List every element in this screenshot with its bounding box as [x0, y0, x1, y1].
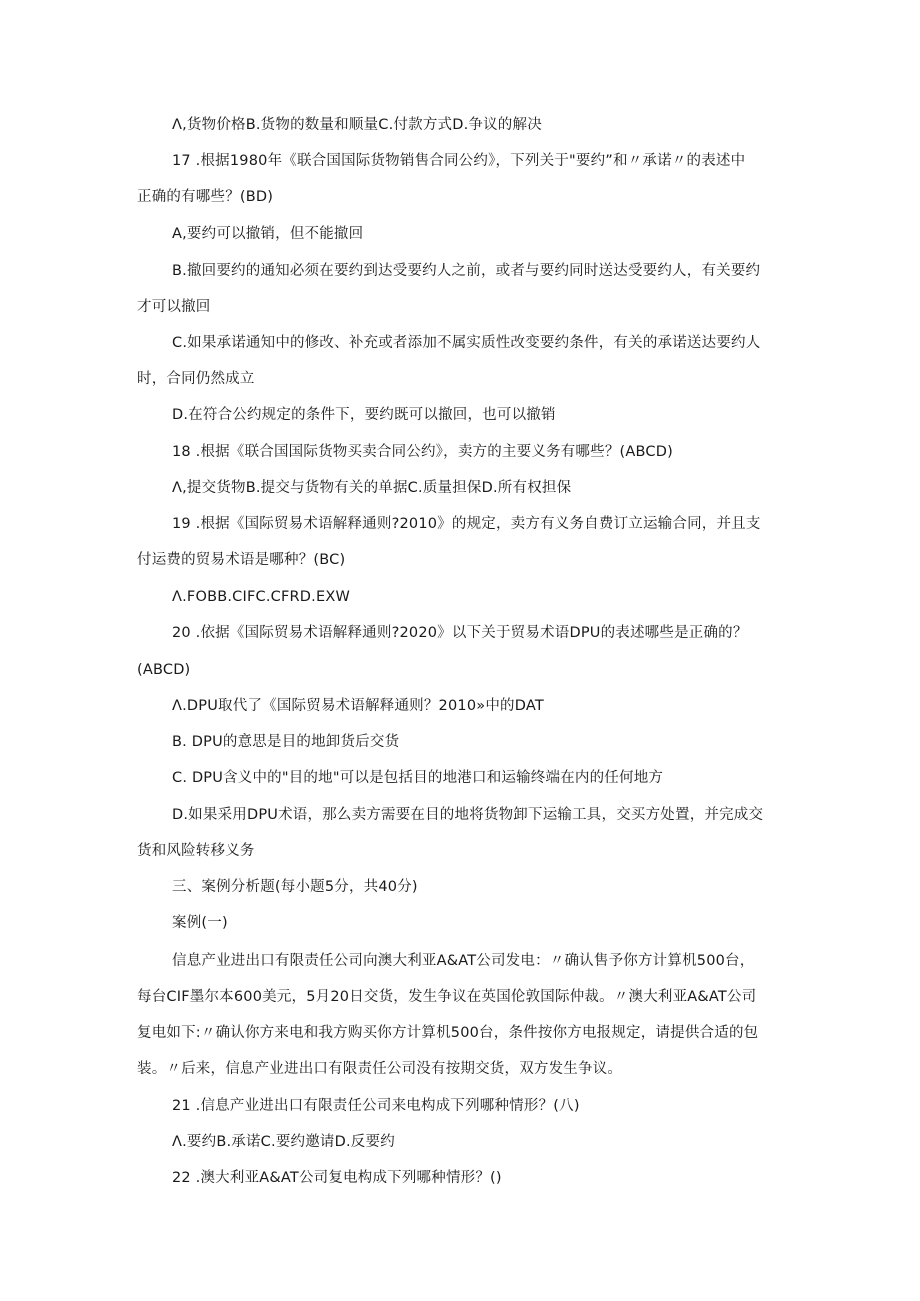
q21-options: Λ.要约B.承诺C.要约邀请D.反要约 [172, 1134, 395, 1150]
case-para-3: 复电如下:〃确认你方来电和我方购买你方计算机500台，条件按你方电报规定，请提供合适的包 [137, 1025, 759, 1041]
q17-option-c-cont: 时，合同仍然成立 [137, 371, 255, 387]
case-title: 案例(一) [172, 915, 228, 931]
section-heading: 三、案例分析题(每小题5分，共40分) [172, 879, 418, 895]
q20-stem: 20 .依据《国际贸易术语解释通则?2020》以下关于贸易术语DPU的表述哪些是正确的？ [172, 625, 748, 641]
q17-option-b-cont: 才可以撤回 [137, 299, 211, 315]
case-para-1: 信息产业进出口有限责任公司向澳大利亚A&AT公司发电：〃确认售予你方计算机500台， [172, 953, 755, 969]
case-para-2: 每台CIF墨尔本600美元，5月20日交货，发生争议在英国伦敦国际仲裁。〃澳大利亚A&AT公司 [137, 989, 757, 1005]
q20-option-c: C. DPU含义中的"目的地"可以是包括目的地港口和运输终端在内的任何地方 [172, 770, 664, 786]
q20-stem-cont: (ABCD) [137, 662, 191, 678]
q18-options: Λ,提交货物B.提交与货物有关的单据C.质量担保D.所有权担保 [172, 480, 572, 496]
q20-option-d-cont: 货和风险转移义务 [137, 843, 255, 859]
q20-option-b: B. DPU的意思是目的地卸货后交货 [172, 734, 400, 750]
q17-option-c: C.如果承诺通知中的修改、补充或者添加不属实质性改变要约条件，有关的承诺送达要约人 [172, 335, 761, 351]
q17-option-a: A,要约可以撤销，但不能撤回 [172, 226, 364, 242]
q21-stem: 21 .信息产业进出口有限责任公司来电构成下列哪种情形？(八) [172, 1098, 580, 1114]
q16-options: Λ,货物价格B.货物的数量和顺量C.付款方式D.争议的解决 [172, 117, 542, 133]
case-para-4: 装。〃后来，信息产业进出口有限责任公司没有按期交货，双方发生争议。 [137, 1061, 623, 1077]
q22-stem: 22 .澳大利亚A&AT公司复电构成下列哪种情形？() [172, 1170, 502, 1186]
q19-options: Λ.FOBB.CIFC.CFRD.EXW [172, 589, 351, 605]
q17-stem: 17 .根据1980年《联合国国际货物销售合同公约》，下列关于"要约”和〃承诺〃的表述中 [172, 153, 746, 169]
q17-option-b: B.撤回要约的通知必须在要约到达受要约人之前，或者与要约同时送达受要约人，有关要约 [172, 263, 761, 279]
q17-stem-cont: 正确的有哪些？(BD) [137, 189, 274, 205]
q20-option-d: D.如果采用DPU术语，那么卖方需要在目的地将货物卸下运输工具，交买方处置，并完成交 [172, 807, 764, 823]
q19-stem-cont: 付运费的贸易术语是哪种？(BC) [137, 552, 346, 568]
q18-stem: 18 .根据《联合国国际货物买卖合同公约》，卖方的主要义务有哪些？(ABCD) [172, 444, 673, 460]
q19-stem: 19 .根据《国际贸易术语解释通则?2010》的规定，卖方有义务自费订立运输合同，并且支 [172, 516, 761, 532]
q20-option-a: Λ.DPU取代了《国际贸易术语解释通则？2010»中的DAT [172, 698, 544, 714]
q17-option-d: D.在符合公约规定的条件下，要约既可以撤回，也可以撤销 [172, 407, 556, 423]
